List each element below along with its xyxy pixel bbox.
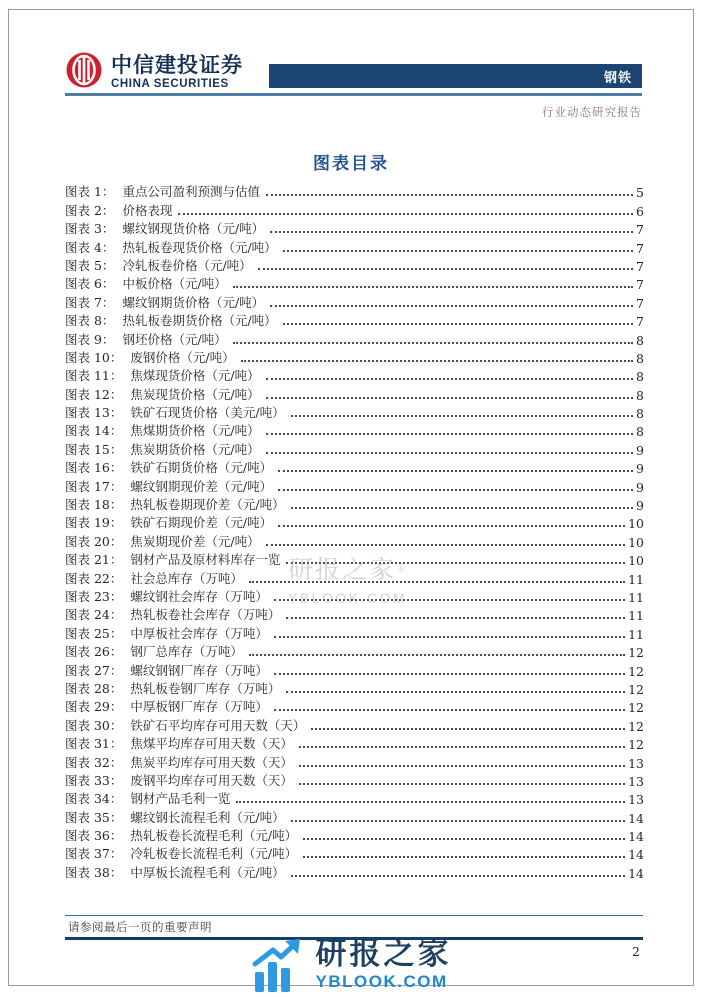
- toc-entry[interactable]: [65, 292, 644, 310]
- disclaimer-text: 请参阅最后一页的重要声明: [68, 920, 212, 934]
- toc-entry-label: 图表 11：: [65, 368, 123, 384]
- toc-entry-title: 焦煤现货价格（元/吨）: [130, 368, 260, 384]
- toc-entry-page: 10: [628, 553, 644, 569]
- toc-entry-page: 8: [636, 332, 644, 348]
- toc-entry-label: 图表 37：: [65, 846, 123, 862]
- toc-entry[interactable]: [65, 531, 644, 549]
- toc-entry-page: 9: [636, 498, 644, 514]
- toc-entry-page: 8: [636, 369, 644, 385]
- watermark-domain: YBLOOK.COM: [288, 590, 408, 606]
- toc-list: [65, 182, 644, 881]
- toc-entry-page: 9: [636, 442, 644, 458]
- dotted-leader: [266, 544, 625, 546]
- dotted-leader: [303, 856, 625, 858]
- dotted-leader: [270, 305, 633, 307]
- toc-entry[interactable]: [65, 715, 644, 733]
- site-logo: [0, 938, 702, 997]
- toc-entry-page: 8: [636, 350, 644, 366]
- dotted-leader: [274, 673, 625, 675]
- toc-entry-page: 7: [636, 277, 644, 293]
- watermark-name: 研报之家: [288, 556, 397, 584]
- toc-entry-page: 14: [628, 865, 644, 881]
- toc-entry-title: 螺纹钢钢厂库存（万吨）: [130, 662, 268, 678]
- bar-chart-arrow-icon: [251, 938, 307, 997]
- toc-entry-title: 螺纹钢期现价差（元/吨）: [130, 478, 273, 494]
- page-number: 2: [632, 944, 640, 959]
- toc-entry-page: 11: [628, 571, 644, 587]
- toc-entry-label: 图表 28：: [65, 680, 123, 696]
- dotted-leader: [266, 397, 633, 399]
- toc-entry[interactable]: [65, 256, 644, 274]
- toc-entry-label: 图表 27：: [65, 662, 123, 678]
- toc-entry[interactable]: [65, 366, 644, 384]
- dotted-leader: [241, 360, 633, 362]
- toc-entry-title: 中厚板钢厂库存（万吨）: [130, 699, 268, 715]
- toc-entry-page: 12: [628, 645, 644, 661]
- toc-entry-page: 13: [628, 773, 644, 789]
- toc-entry-label: 图表 30：: [65, 717, 123, 733]
- toc-entry-page: 12: [628, 700, 644, 716]
- toc-entry-title: 螺纹钢长流程毛利（元/吨）: [130, 809, 285, 825]
- toc-entry-label: 图表 29：: [65, 699, 123, 715]
- toc-entry-title: 价格表现: [122, 202, 173, 218]
- toc-entry-title: 螺纹钢社会库存（万吨）: [130, 588, 268, 604]
- dotted-leader: [266, 194, 633, 196]
- dotted-leader: [283, 250, 633, 252]
- toc-entry[interactable]: [65, 200, 644, 218]
- toc-entry-page: 11: [628, 626, 644, 642]
- toc-entry-label: 图表 25：: [65, 625, 123, 641]
- dotted-leader: [291, 415, 633, 417]
- toc-entry[interactable]: [65, 237, 644, 255]
- toc-entry-title: 钢坯价格（元/吨）: [122, 331, 227, 347]
- toc-entry-page: 14: [628, 810, 644, 826]
- toc-entry-label: 图表 19：: [65, 515, 123, 531]
- toc-entry-label: 图表 38：: [65, 864, 123, 880]
- dotted-leader: [233, 286, 633, 288]
- footer-rule-thin: [65, 915, 643, 916]
- toc-entry-title: 热轧板卷长流程毛利（元/吨）: [130, 828, 298, 844]
- toc-entry-label: 图表 13：: [65, 405, 123, 421]
- dotted-leader: [303, 838, 625, 840]
- toc-entry-title: 废钢价格（元/吨）: [130, 349, 235, 365]
- toc-entry-title: 社会总库存（万吨）: [130, 570, 243, 586]
- dotted-leader: [286, 691, 625, 693]
- toc-entry-label: 图表 10：: [65, 349, 123, 365]
- toc-entry-title: 铁矿石期货价格（元/吨）: [130, 460, 273, 476]
- toc-entry-page: 13: [628, 755, 644, 771]
- toc-entry-page: 7: [636, 240, 644, 256]
- toc-entry-title: 焦煤期货价格（元/吨）: [130, 423, 260, 439]
- report-type-label: 行业动态研究报告: [542, 105, 642, 119]
- toc-entry-label: 图表 32：: [65, 754, 123, 770]
- toc-entry-label: 图表 7：: [65, 294, 115, 310]
- toc-entry-label: 图表 16：: [65, 460, 123, 476]
- toc-entry-page: 7: [636, 295, 644, 311]
- dotted-leader: [278, 489, 633, 491]
- toc-entry-label: 图表 35：: [65, 809, 123, 825]
- toc-entry-page: 11: [628, 608, 644, 624]
- toc-entry-label: 图表 36：: [65, 828, 123, 844]
- dotted-leader: [258, 268, 633, 270]
- toc-entry[interactable]: [65, 403, 644, 421]
- site-name: 研报之家: [315, 936, 452, 971]
- toc-entry-label: 图表 4：: [65, 239, 115, 255]
- toc-entry-label: 图表 8：: [65, 313, 115, 329]
- dotted-leader: [299, 783, 625, 785]
- brand-name-en: CHINA SECURITIES: [111, 77, 229, 90]
- toc-entry-label: 图表 2：: [65, 202, 115, 218]
- toc-entry[interactable]: [65, 789, 644, 807]
- dotted-leader: [233, 342, 633, 344]
- toc-entry-title: 中厚板长流程毛利（元/吨）: [130, 864, 285, 880]
- toc-entry[interactable]: [65, 513, 644, 531]
- toc-entry-page: 12: [628, 681, 644, 697]
- toc-entry-title: 铁矿石期现价差（元/吨）: [130, 515, 273, 531]
- toc-entry[interactable]: [65, 219, 644, 237]
- toc-entry[interactable]: [65, 182, 644, 200]
- toc-entry[interactable]: [65, 458, 644, 476]
- toc-entry-label: 图表 31：: [65, 736, 123, 752]
- toc-entry[interactable]: [65, 623, 644, 641]
- dotted-leader: [266, 433, 633, 435]
- toc-entry-page: 7: [636, 258, 644, 274]
- dotted-leader: [249, 581, 625, 583]
- toc-entry-title: 焦炭平均库存可用天数（天）: [130, 754, 293, 770]
- toc-entry[interactable]: [65, 605, 644, 623]
- toc-entry-page: 11: [628, 589, 644, 605]
- toc-entry-title: 废钢平均库存可用天数（天）: [130, 772, 293, 788]
- toc-entry-label: 图表 20：: [65, 533, 123, 549]
- toc-entry-page: 12: [628, 737, 644, 753]
- toc-entry[interactable]: [65, 568, 644, 586]
- toc-entry-page: 8: [636, 387, 644, 403]
- toc-entry-label: 图表 1：: [65, 184, 115, 200]
- toc-entry-title: 热轧板卷期货价格（元/吨）: [122, 313, 277, 329]
- toc-entry-title: 钢材产品及原材料库存一览: [130, 552, 281, 568]
- dotted-leader: [291, 820, 625, 822]
- toc-entry[interactable]: [65, 311, 644, 329]
- toc-entry-title: 钢厂总库存（万吨）: [130, 644, 243, 660]
- dotted-leader: [249, 654, 625, 656]
- citic-logo-icon: [65, 51, 103, 94]
- toc-entry-label: 图表 5：: [65, 257, 115, 273]
- toc-entry-title: 钢材产品毛利一览: [130, 791, 231, 807]
- toc-entry-title: 热轧板卷社会库存（万吨）: [130, 607, 281, 623]
- brand-name-cn: 中信建投证券: [111, 53, 243, 77]
- toc-entry-label: 图表 22：: [65, 570, 123, 586]
- toc-entry-page: 10: [628, 534, 644, 550]
- dotted-leader: [291, 507, 633, 509]
- toc-entry-title: 焦炭现货价格（元/吨）: [130, 386, 260, 402]
- dotted-leader: [286, 617, 625, 619]
- toc-entry-label: 图表 33：: [65, 772, 123, 788]
- toc-entry-title: 热轧板卷钢厂库存（万吨）: [130, 680, 281, 696]
- toc-entry[interactable]: [65, 734, 644, 752]
- toc-entry[interactable]: [65, 642, 644, 660]
- dotted-leader: [274, 599, 625, 601]
- toc-entry-title: 铁矿石平均库存可用天数（天）: [130, 717, 306, 733]
- dotted-leader: [270, 231, 633, 233]
- toc-entry-label: 图表 15：: [65, 441, 123, 457]
- dotted-leader: [266, 378, 633, 380]
- toc-entry[interactable]: [65, 439, 644, 457]
- toc-entry-title: 焦煤平均库存可用天数（天）: [130, 736, 293, 752]
- toc-entry-page: 5: [636, 185, 644, 201]
- toc-entry-page: 9: [636, 461, 644, 477]
- toc-entry-title: 螺纹钢现货价格（元/吨）: [122, 221, 265, 237]
- dotted-leader: [311, 728, 625, 730]
- toc-entry-title: 螺纹钢期货价格（元/吨）: [122, 294, 265, 310]
- toc-entry-title: 冷轧板卷长流程毛利（元/吨）: [130, 846, 298, 862]
- toc-entry-title: 铁矿石现货价格（美元/吨）: [130, 405, 285, 421]
- dotted-leader: [178, 213, 633, 215]
- toc-entry-label: 图表 6：: [65, 276, 115, 292]
- dotted-leader: [236, 801, 625, 803]
- toc-entry-page: 10: [628, 516, 644, 532]
- toc-entry-page: 7: [636, 222, 644, 238]
- toc-entry-title: 热轧板卷期现价差（元/吨）: [130, 497, 285, 513]
- site-domain: YBLOOK.COM: [315, 972, 448, 991]
- toc-entry-title: 热轧板卷现货价格（元/吨）: [122, 239, 277, 255]
- toc-entry[interactable]: [65, 495, 644, 513]
- toc-entry-label: 图表 17：: [65, 478, 123, 494]
- toc-entry-title: 重点公司盈利预测与估值: [122, 184, 260, 200]
- toc-entry-title: 中厚板社会库存（万吨）: [130, 625, 268, 641]
- toc-entry-label: 图表 18：: [65, 497, 123, 513]
- dotted-leader: [299, 746, 625, 748]
- toc-entry[interactable]: [65, 384, 644, 402]
- dotted-leader: [266, 452, 633, 454]
- toc-entry-title: 焦炭期现价差（元/吨）: [130, 533, 260, 549]
- toc-entry-page: 13: [628, 792, 644, 808]
- toc-entry-label: 图表 23：: [65, 588, 123, 604]
- industry-category-label: 钢铁: [603, 69, 632, 85]
- toc-entry[interactable]: [65, 771, 644, 789]
- category-bar: [269, 64, 642, 88]
- toc-entry[interactable]: [65, 421, 644, 439]
- toc-entry-label: 图表 21：: [65, 552, 123, 568]
- toc-entry[interactable]: [65, 679, 644, 697]
- toc-title: 图表目录: [313, 154, 389, 173]
- toc-entry-title: 焦炭期货价格（元/吨）: [130, 441, 260, 457]
- dotted-leader: [286, 562, 625, 564]
- toc-entry-label: 图表 14：: [65, 423, 123, 439]
- toc-entry-page: 8: [636, 424, 644, 440]
- dotted-leader: [278, 525, 625, 527]
- toc-entry[interactable]: [65, 807, 644, 825]
- toc-entry-title: 冷轧板卷价格（元/吨）: [122, 257, 252, 273]
- toc-entry[interactable]: [65, 826, 644, 844]
- toc-entry-label: 图表 9：: [65, 331, 115, 347]
- toc-entry-page: 8: [636, 406, 644, 422]
- toc-entry-page: 6: [636, 203, 644, 219]
- toc-entry-page: 9: [636, 479, 644, 495]
- toc-entry-label: 图表 26：: [65, 644, 123, 660]
- toc-entry[interactable]: [65, 476, 644, 494]
- brand-block: [65, 51, 243, 94]
- dotted-leader: [291, 875, 625, 877]
- dotted-leader: [278, 470, 633, 472]
- toc-entry[interactable]: [65, 274, 644, 292]
- toc-entry-label: 图表 3：: [65, 221, 115, 237]
- toc-entry-title: 中板价格（元/吨）: [122, 276, 227, 292]
- toc-entry-label: 图表 12：: [65, 386, 123, 402]
- toc-entry[interactable]: [65, 587, 644, 605]
- dotted-leader: [283, 323, 633, 325]
- header-rule: [65, 93, 642, 96]
- toc-entry[interactable]: [65, 329, 644, 347]
- toc-entry-page: 7: [636, 314, 644, 330]
- toc-entry[interactable]: [65, 660, 644, 678]
- toc-entry[interactable]: [65, 348, 644, 366]
- toc-entry[interactable]: [65, 752, 644, 770]
- watermark-mark-icon: ①: [396, 562, 406, 575]
- toc-entry[interactable]: [65, 697, 644, 715]
- toc-entry[interactable]: [65, 550, 644, 568]
- toc-entry-page: 12: [628, 663, 644, 679]
- dotted-leader: [274, 709, 625, 711]
- toc-entry[interactable]: [65, 844, 644, 862]
- dotted-leader: [274, 636, 625, 638]
- toc-entry[interactable]: [65, 862, 644, 880]
- toc-entry-page: 14: [628, 847, 644, 863]
- toc-entry-page: 14: [628, 829, 644, 845]
- toc-entry-label: 图表 24：: [65, 607, 123, 623]
- toc-entry-page: 12: [628, 718, 644, 734]
- dotted-leader: [299, 765, 625, 767]
- toc-entry-label: 图表 34：: [65, 791, 123, 807]
